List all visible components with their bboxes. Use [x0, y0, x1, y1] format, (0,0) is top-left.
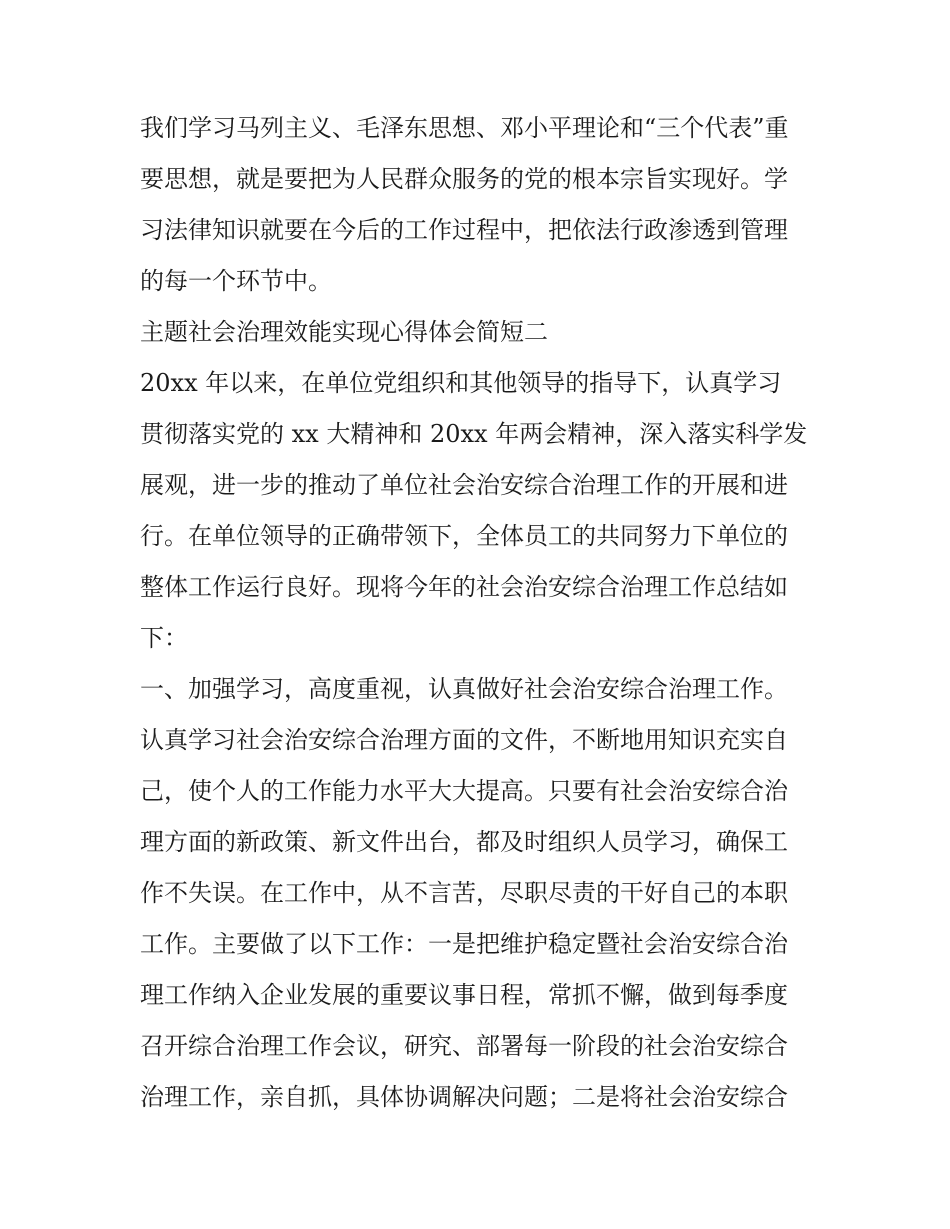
text-line: 工作。主要做了以下工作：一是把维护稳定暨社会治安综合治	[140, 930, 788, 958]
subheading-line: 一、加强学习，高度重视，认真做好社会治安综合治理工作。	[140, 675, 788, 703]
text-line: 习法律知识就要在今后的工作过程中，把依法行政渗透到管理	[140, 216, 788, 244]
text-line: 我们学习马列主义、毛泽东思想、邓小平理论和“三个代表”重	[140, 114, 789, 142]
text-line: 治理工作，亲自抓，具体协调解决问题；二是将社会治安综合	[140, 1083, 788, 1111]
text-line: 理工作纳入企业发展的重要议事日程，常抓不懈，做到每季度	[140, 981, 788, 1009]
text-line: 认真学习社会治安综合治理方面的文件，不断地用知识充实自	[140, 726, 788, 754]
text-line: 理方面的新政策、新文件出台，都及时组织人员学习，确保工	[140, 828, 788, 856]
text-line: 20xx 年以来，在单位党组织和其他领导的指导下，认真学习	[140, 369, 782, 397]
text-line: 的每一个环节中。	[140, 267, 332, 295]
section-heading: 主题社会治理效能实现心得体会简短二	[140, 318, 548, 346]
document-body	[140, 103, 830, 1123]
text-line: 贯彻落实党的 xx 大精神和 20xx 年两会精神，深入落实科学发	[140, 420, 808, 448]
text-line: 己，使个人的工作能力水平大大提高。只要有社会治安综合治	[140, 777, 788, 805]
text-line: 下：	[140, 624, 188, 652]
text-line: 展观，进一步的推动了单位社会治安综合治理工作的开展和进	[140, 471, 788, 499]
text-line: 要思想，就是要把为人民群众服务的党的根本宗旨实现好。学	[140, 165, 788, 193]
text-line: 行。在单位领导的正确带领下，全体员工的共同努力下单位的	[140, 522, 788, 550]
text-line: 作不失误。在工作中，从不言苦，尽职尽责的干好自己的本职	[140, 879, 788, 907]
text-line: 召开综合治理工作会议，研究、部署每一阶段的社会治安综合	[140, 1032, 788, 1060]
text-line: 整体工作运行良好。现将今年的社会治安综合治理工作总结如	[140, 573, 788, 601]
